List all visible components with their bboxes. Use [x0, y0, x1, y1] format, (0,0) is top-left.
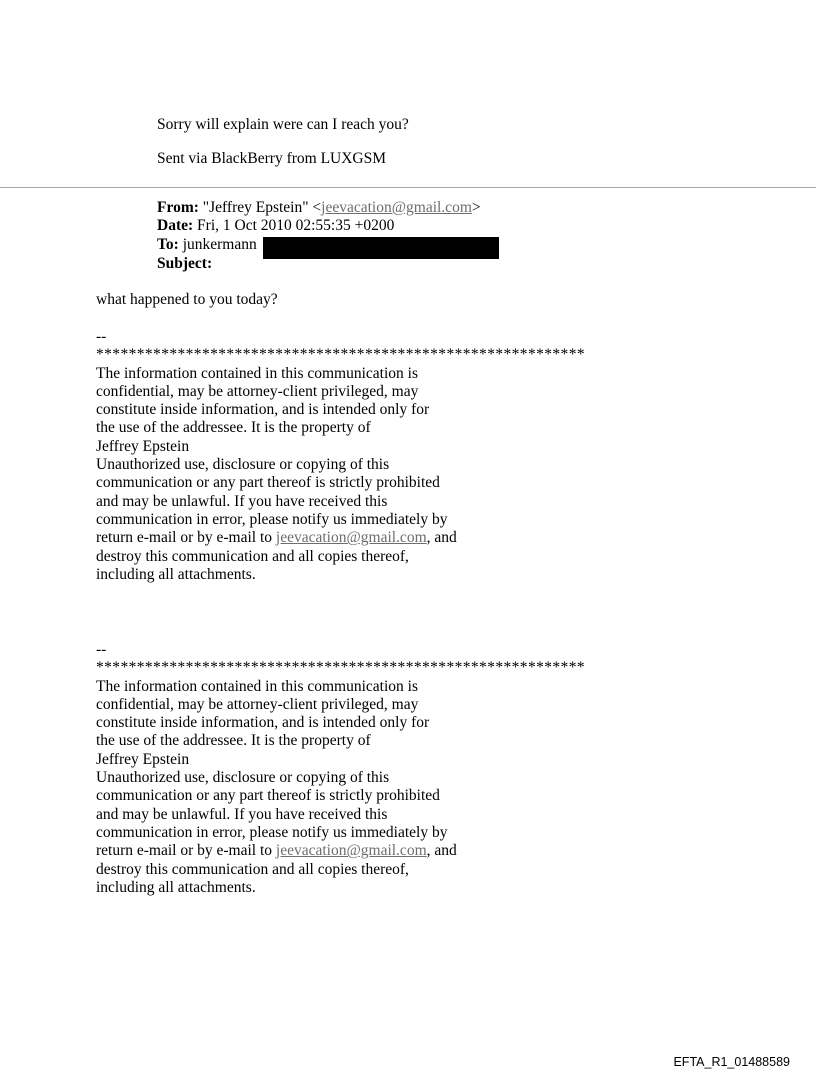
- disclaimer-line: the use of the addressee. It is the property of: [96, 732, 371, 750]
- from-email-link[interactable]: jeevacation@gmail.com: [321, 199, 472, 216]
- email-suffix: , and: [426, 529, 457, 547]
- original-message: what happened to you today?: [96, 291, 278, 308]
- reply-signature: Sent via BlackBerry from LUXGSM: [157, 150, 387, 167]
- date-label: Date:: [157, 217, 194, 234]
- disclaimer-line: confidential, may be attorney-client privileged, may: [96, 382, 419, 400]
- disclaimer-email-line: [96, 842, 585, 860]
- disclaimer-line: The information contained in this communication is: [96, 677, 418, 695]
- from-row: [157, 199, 481, 217]
- subject-label: Subject:: [157, 255, 213, 272]
- disclaimer-line: communication or any part thereof is strictly prohibited: [96, 474, 440, 492]
- reply-message: Sorry will explain were can I reach you?: [157, 116, 409, 133]
- email-suffix: , and: [426, 842, 457, 860]
- disclaimer-line: including all attachments.: [96, 565, 256, 583]
- disclaimer-line: confidential, may be attorney-client privileged, may: [96, 695, 419, 713]
- from-close: >: [471, 199, 481, 216]
- disclaimer-line: and may be unlawful. If you have received this: [96, 492, 388, 510]
- disclaimer-line: Unauthorized use, disclosure or copying of this: [96, 769, 390, 787]
- document-id: EFTA_R1_01488589: [673, 1055, 790, 1069]
- separator: --: [96, 641, 107, 658]
- disclaimer-line: Jeffrey Epstein: [96, 750, 190, 768]
- separator: --: [96, 328, 107, 345]
- email-prefix: return e-mail or by e-mail to: [96, 842, 276, 860]
- stars-line: ************************************************************: [96, 659, 585, 677]
- disclaimer-line: constitute inside information, and is intended only for: [96, 714, 430, 732]
- email-prefix: return e-mail or by e-mail to: [96, 529, 276, 547]
- disclaimer-line: including all attachments.: [96, 878, 256, 896]
- disclaimer-line: Jeffrey Epstein: [96, 437, 190, 455]
- disclaimer-email-link[interactable]: jeevacation@gmail.com: [275, 842, 427, 860]
- disclaimer-email-line: [96, 529, 585, 547]
- to-label: To:: [157, 236, 179, 253]
- to-value: junkermann: [182, 236, 257, 253]
- divider: [0, 187, 816, 188]
- disclaimer-email-link[interactable]: jeevacation@gmail.com: [275, 529, 427, 547]
- disclaimer-block: [96, 641, 585, 897]
- subject-row: [157, 255, 212, 273]
- disclaimer-line: The information contained in this communication is: [96, 364, 418, 382]
- disclaimer-line: destroy this communication and all copies thereof,: [96, 547, 409, 565]
- disclaimer-line: destroy this communication and all copies thereof,: [96, 860, 409, 878]
- disclaimer-line: constitute inside information, and is intended only for: [96, 401, 430, 419]
- date-value: Fri, 1 Oct 2010 02:55:35 +0200: [197, 217, 395, 234]
- disclaimer-block: [96, 328, 585, 584]
- date-row: [157, 217, 394, 235]
- disclaimer-line: and may be unlawful. If you have received this: [96, 805, 388, 823]
- from-label: From:: [157, 199, 199, 216]
- disclaimer-line: communication in error, please notify us immediately by: [96, 510, 448, 528]
- disclaimer-line: the use of the addressee. It is the property of: [96, 419, 371, 437]
- from-name: "Jeffrey Epstein" <: [202, 199, 322, 216]
- disclaimer-line: communication or any part thereof is strictly prohibited: [96, 787, 440, 805]
- redaction-box: [263, 237, 499, 259]
- disclaimer-line: communication in error, please notify us immediately by: [96, 823, 448, 841]
- stars-line: ************************************************************: [96, 346, 585, 364]
- to-row: [157, 236, 257, 254]
- disclaimer-line: Unauthorized use, disclosure or copying of this: [96, 456, 390, 474]
